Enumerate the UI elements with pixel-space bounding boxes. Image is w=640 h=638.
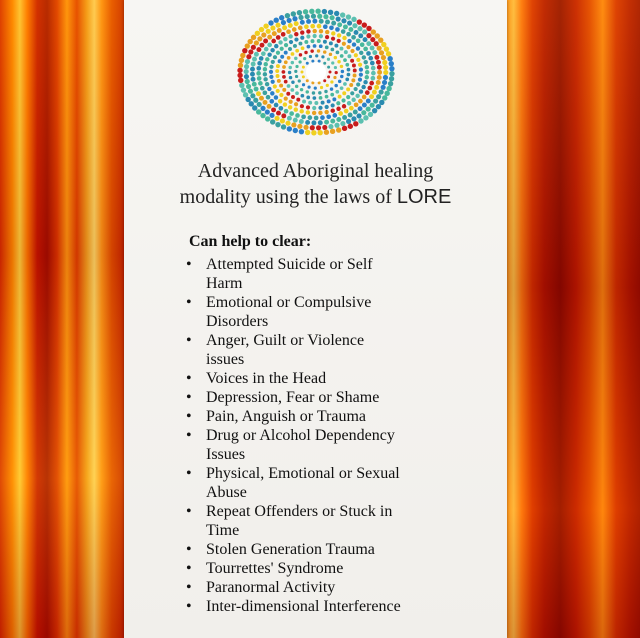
- heading-line-2-text: modality using the laws of: [179, 186, 397, 208]
- heading-lore: LORE: [396, 186, 452, 208]
- list-item-text: Abuse: [206, 484, 247, 501]
- list-item: [186, 426, 496, 464]
- list-item-text: Disorders: [206, 313, 269, 330]
- list-item-text: Depression, Fear or Shame: [206, 389, 380, 406]
- bullet-icon: •: [186, 332, 192, 349]
- heading-line-1: Advanced Aboriginal healing: [197, 160, 434, 182]
- bullet-icon: •: [186, 541, 192, 558]
- list-item: [186, 502, 496, 540]
- bullet-icon: •: [186, 427, 192, 444]
- bullet-icon: •: [186, 465, 192, 482]
- list-item: [186, 464, 496, 502]
- list-item-text: Harm: [206, 275, 243, 292]
- list-item: [186, 331, 496, 369]
- bullet-icon: •: [186, 370, 192, 387]
- flyer-panel: [124, 0, 507, 638]
- list-item-text: Inter-dimensional Interference: [206, 598, 401, 615]
- list-item: [186, 293, 496, 331]
- list-item: [186, 578, 496, 597]
- list-item: [186, 407, 496, 426]
- heading-line-2: [124, 184, 507, 210]
- list-item-text: Attempted Suicide or Self: [206, 256, 373, 273]
- list-item: [186, 559, 496, 578]
- condition-list: [186, 255, 496, 616]
- dot-mandala-logo: [230, 4, 402, 140]
- list-item-text: Pain, Anguish or Trauma: [206, 408, 367, 425]
- left-fire-border: [0, 0, 124, 638]
- list-item-text: Tourrettes' Syndrome: [206, 560, 344, 577]
- list-item-text: Stolen Generation Trauma: [206, 541, 375, 558]
- list-item: [186, 255, 496, 293]
- right-fire-border: [507, 0, 640, 638]
- list-item-text: Voices in the Head: [206, 370, 327, 387]
- list-item-text: Repeat Offenders or Stuck in: [206, 503, 393, 520]
- bullet-icon: •: [186, 256, 192, 273]
- bullet-icon: •: [186, 598, 192, 615]
- bullet-icon: •: [186, 560, 192, 577]
- list-item-text: Anger, Guilt or Violence: [206, 332, 365, 349]
- list-subheading: Can help to clear:: [189, 233, 312, 250]
- list-item: [186, 369, 496, 388]
- bullet-icon: •: [186, 294, 192, 311]
- bullet-icon: •: [186, 389, 192, 406]
- list-item-text: Emotional or Compulsive: [206, 294, 372, 311]
- list-item-text: Time: [206, 522, 240, 539]
- list-item-text: Drug or Alcohol Dependency: [206, 427, 395, 444]
- bullet-icon: •: [186, 408, 192, 425]
- list-item-text: Physical, Emotional or Sexual: [206, 465, 400, 482]
- list-item: [186, 540, 496, 559]
- list-item: [186, 388, 496, 407]
- list-item-text: Paranormal Activity: [206, 579, 336, 596]
- list-item-text: Issues: [206, 446, 246, 463]
- bullet-icon: •: [186, 503, 192, 520]
- bullet-icon: •: [186, 579, 192, 596]
- list-item: [186, 597, 496, 616]
- list-item-text: issues: [206, 351, 245, 368]
